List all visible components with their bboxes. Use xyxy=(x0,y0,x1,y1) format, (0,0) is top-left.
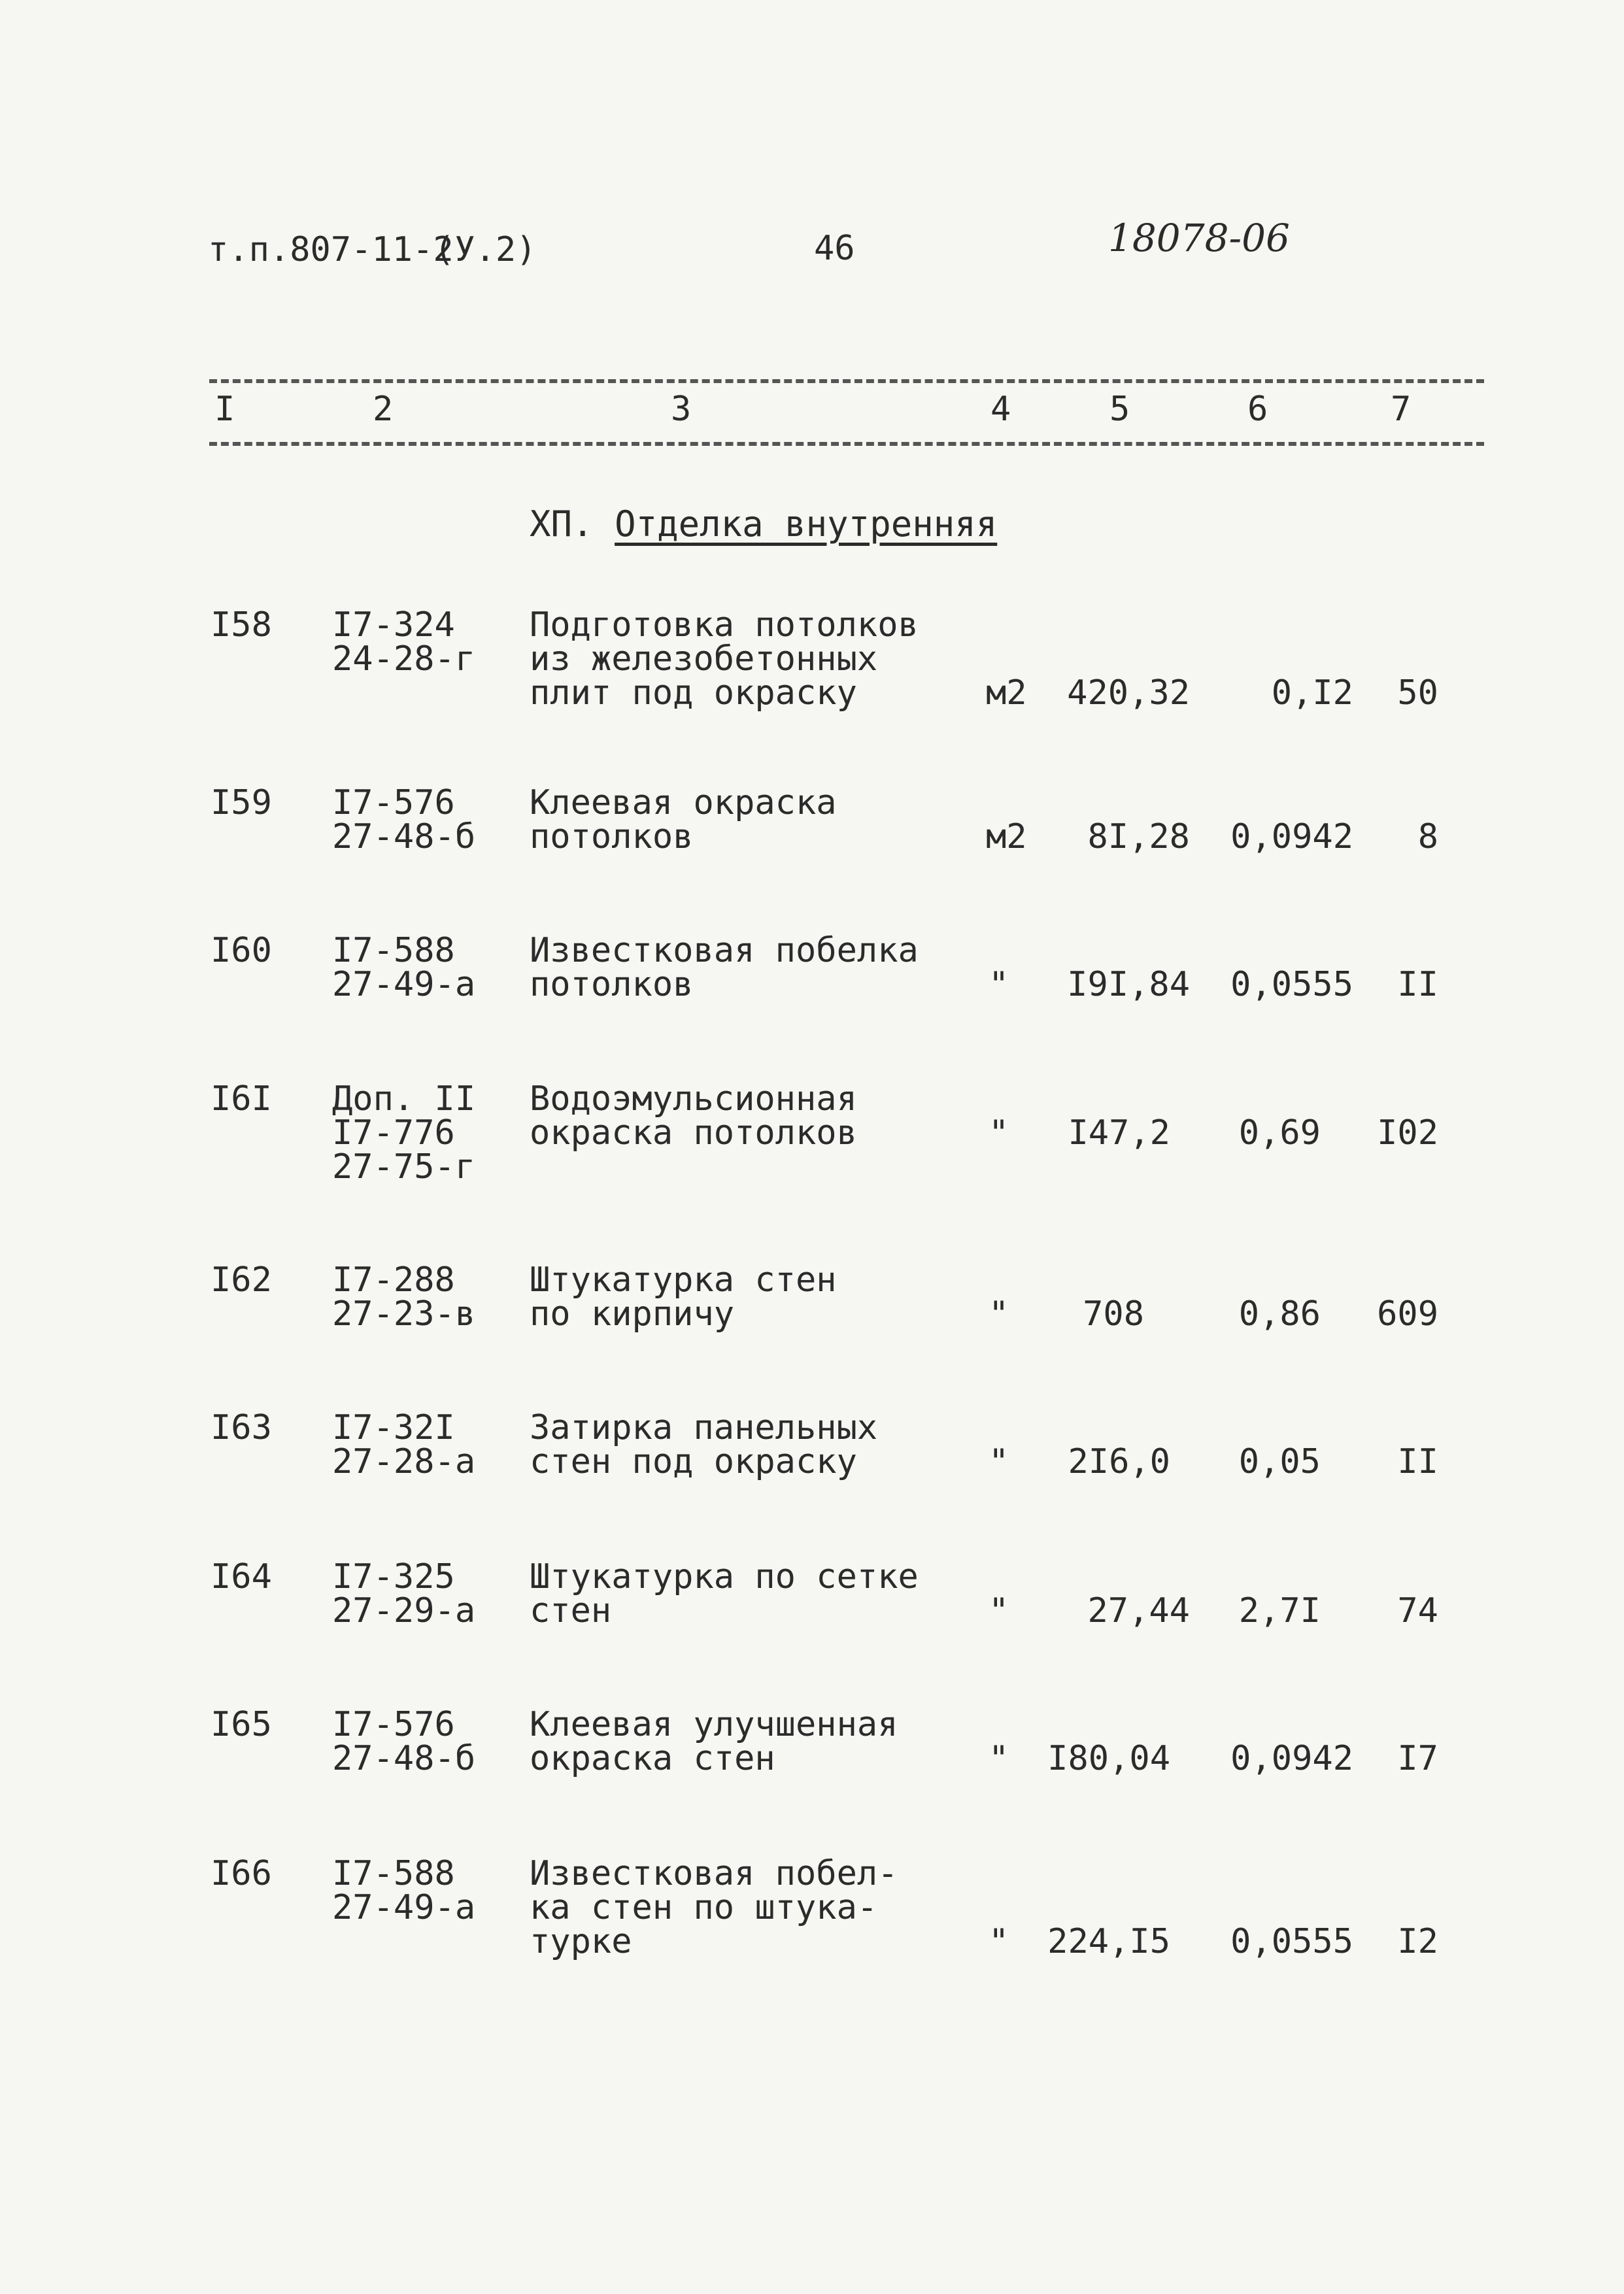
column-number-6: 6 xyxy=(1247,390,1268,429)
labor-total: II xyxy=(1397,965,1438,1004)
section-title-text: Отделка внутренняя xyxy=(615,503,998,545)
unit: " xyxy=(989,1739,1009,1778)
section-title xyxy=(530,503,997,545)
column-number-7: 7 xyxy=(1391,390,1412,429)
quantity: I80,04 xyxy=(1047,1739,1170,1778)
work-description: Затирка панельных стен под окраску xyxy=(530,1408,878,1481)
norm-code: I7-576 27-48-б xyxy=(332,783,476,856)
unit: м2 xyxy=(986,673,1027,713)
norm-code: I7-588 27-49-а xyxy=(332,931,476,1004)
norm-code: Доп. II I7-776 27-75-г xyxy=(332,1079,476,1187)
unit: " xyxy=(989,1442,1009,1481)
variant-label: (У.2) xyxy=(434,230,537,269)
quantity: I9I,84 xyxy=(1067,965,1190,1004)
labor-total: 50 xyxy=(1397,673,1438,713)
labor-norm: 0,0942 xyxy=(1230,1739,1353,1778)
header-top-rule xyxy=(209,379,1484,383)
labor-total: I2 xyxy=(1397,1922,1438,1961)
page-number: 46 xyxy=(814,229,855,268)
row-number: I59 xyxy=(211,783,272,822)
norm-code: I7-288 27-23-в xyxy=(332,1260,476,1334)
norm-code: I7-576 27-48-б xyxy=(332,1705,476,1778)
norm-code: I7-324 24-28-г xyxy=(332,605,476,679)
row-number: I60 xyxy=(211,931,272,970)
norm-code: I7-32I 27-28-а xyxy=(332,1408,476,1481)
project-code: т.п.807-11-2 xyxy=(208,230,454,269)
column-number-3: 3 xyxy=(671,390,692,429)
norm-code: I7-588 27-49-а xyxy=(332,1854,476,1927)
quantity: 420,32 xyxy=(1067,673,1190,713)
work-description: Подготовка потолков из железобетонных плит под окраску xyxy=(530,605,919,713)
quantity: 2I6,0 xyxy=(1068,1442,1170,1481)
row-number: I65 xyxy=(211,1705,272,1744)
unit: " xyxy=(989,1922,1009,1961)
column-number-1: I xyxy=(214,390,235,429)
work-description: Известковая побелка потолков xyxy=(530,931,919,1004)
quantity: I47,2 xyxy=(1068,1113,1170,1153)
labor-norm: 0,0555 xyxy=(1230,1922,1353,1961)
unit: " xyxy=(989,965,1009,1004)
norm-code: I7-325 27-29-а xyxy=(332,1557,476,1630)
column-number-5: 5 xyxy=(1109,390,1130,429)
labor-norm: 0,86 xyxy=(1238,1294,1321,1334)
row-number: I66 xyxy=(211,1854,272,1893)
labor-total: 8 xyxy=(1417,817,1438,856)
unit: " xyxy=(989,1294,1009,1334)
labor-norm: 0,69 xyxy=(1238,1113,1321,1153)
work-description: Штукатурка по сетке стен xyxy=(530,1557,919,1630)
quantity: 27,44 xyxy=(1087,1591,1190,1630)
quantity: 224,I5 xyxy=(1047,1922,1170,1961)
quantity: 8I,28 xyxy=(1087,817,1190,856)
quantity: 708 xyxy=(1083,1294,1144,1334)
column-number-4: 4 xyxy=(990,390,1011,429)
labor-total: I7 xyxy=(1397,1739,1438,1778)
labor-total: I02 xyxy=(1377,1113,1438,1153)
column-number-2: 2 xyxy=(373,390,394,429)
row-number: I58 xyxy=(211,605,272,645)
section-prefix: ХП. xyxy=(530,503,594,545)
work-description: Известковая побел- ка стен по штука- турке xyxy=(530,1854,898,1961)
row-number: I64 xyxy=(211,1557,272,1596)
work-description: Клеевая окраска потолков xyxy=(530,783,837,856)
unit: " xyxy=(989,1113,1009,1153)
labor-norm: 0,05 xyxy=(1238,1442,1321,1481)
header-bottom-rule xyxy=(209,442,1484,446)
work-description: Штукатурка стен по кирпичу xyxy=(530,1260,837,1334)
labor-norm: 0,0942 xyxy=(1230,817,1353,856)
labor-norm: 0,0555 xyxy=(1230,965,1353,1004)
labor-norm: 0,I2 xyxy=(1271,673,1353,713)
row-number: I62 xyxy=(211,1260,272,1300)
labor-norm: 2,7I xyxy=(1238,1591,1321,1630)
stamp-number: 18078-06 xyxy=(1108,216,1290,260)
row-number: I6I xyxy=(211,1079,272,1119)
row-number: I63 xyxy=(211,1408,272,1447)
unit: " xyxy=(989,1591,1009,1630)
labor-total: 609 xyxy=(1377,1294,1438,1334)
unit: м2 xyxy=(986,817,1027,856)
work-description: Водоэмульсионная окраска потолков xyxy=(530,1079,857,1153)
work-description: Клеевая улучшенная окраска стен xyxy=(530,1705,898,1778)
labor-total: II xyxy=(1397,1442,1438,1481)
labor-total: 74 xyxy=(1397,1591,1438,1630)
